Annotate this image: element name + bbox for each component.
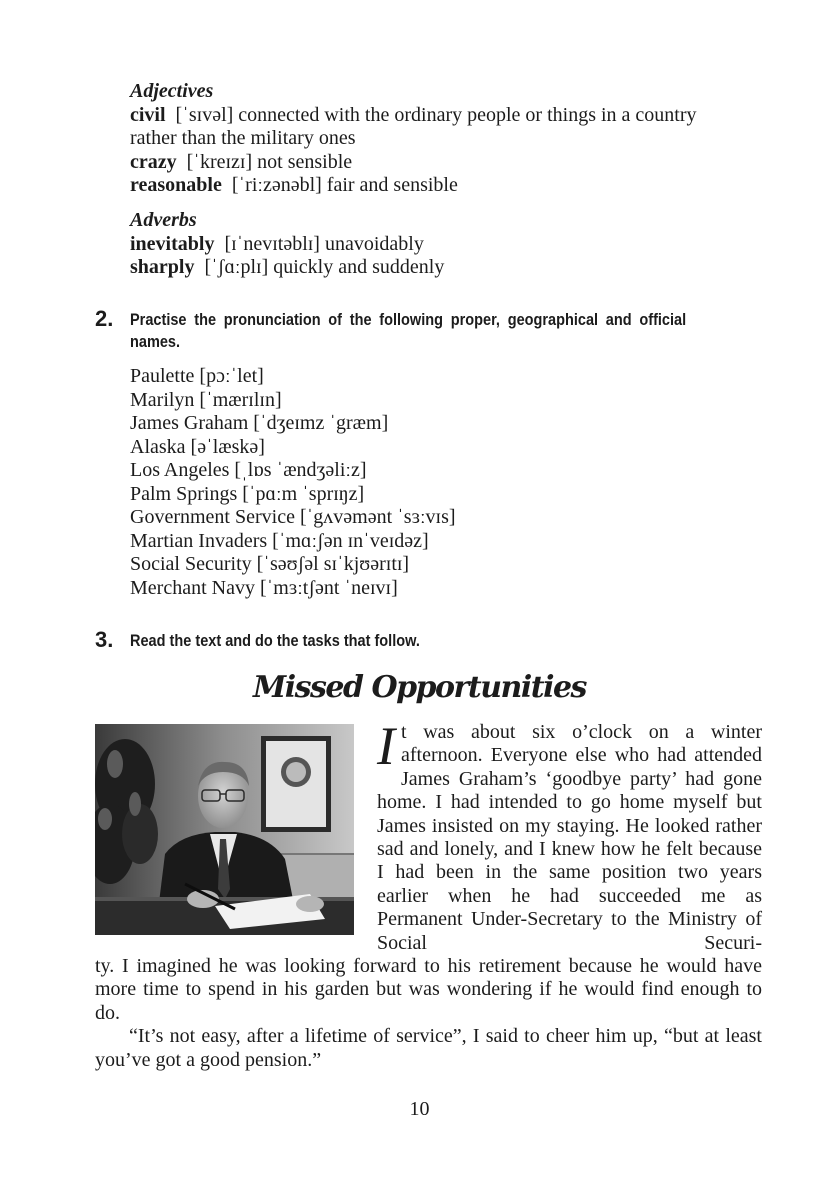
task-instruction: Read the text and do the tasks that follow. (130, 632, 420, 650)
vocab-entry (130, 233, 762, 257)
adjectives-heading: Adjectives (130, 80, 214, 102)
vocab-word: civil (130, 103, 166, 126)
list-item: Merchant Navy [ˈmɜːtʃənt ˈneɪvɪ] (130, 576, 398, 599)
task-number: 3. (95, 627, 114, 652)
adjectives-section (130, 80, 762, 198)
photo-man-at-desk (95, 724, 354, 935)
story-paragraph-2: “It’s not easy, after a lifetime of service”, I said to cheer him up, “but at least you’ve got a good pension.” (95, 1025, 762, 1071)
vocab-entry (130, 174, 762, 198)
vocab-definition: [ˈʃɑːplɪ] quickly and suddenly (204, 256, 445, 278)
task-instruction: Practise the pronunciation of the following proper, geographical and official names. (130, 311, 687, 351)
story-text: t was about six o’clock on a winter afternoon. Everyone else who had attended James Graham’s ‘goodbye party’ had gone home. I had intended to go home myself but James insisted on my staying. He looked rather sad and lonely, and I knew how he felt because I had been in the same position two years earlier when he had succeeded me as Permanent Under-Secretary to the Ministry of Social Securi- (377, 721, 762, 954)
list-item: Social Security [ˈsəʊʃəl sɪˈkjʊərɪtɪ] (130, 553, 410, 575)
list-item: Marilyn [ˈmærɪlɪn] (130, 388, 282, 411)
vocab-entry (130, 151, 762, 175)
drop-cap: I (377, 716, 395, 776)
vocab-word: reasonable (130, 174, 222, 196)
list-item: Government Service [ˈgʌvəmənt ˈsɜːvɪs] (130, 506, 456, 528)
vocab-word: crazy (130, 150, 177, 173)
pronunciation-list (130, 365, 762, 600)
task-number: 2. (95, 306, 114, 331)
vocab-entry (130, 256, 762, 280)
story-body (95, 955, 762, 1072)
vocab-definition: [ˈkreɪzɪ] not sensible (186, 150, 353, 173)
story-title: Missed Opportunities (253, 670, 586, 705)
vocab-definition: [ˈsɪvəl] connected with the ordinary people or things in a country (175, 103, 697, 126)
list-item: Los Angeles [ˌlɒs ˈændʒəliːz] (130, 459, 367, 481)
task-3 (95, 627, 762, 653)
list-item: Paulette [pɔːˈlet] (130, 365, 264, 387)
vocab-definition-continued: rather than the military ones (130, 127, 356, 149)
task-2 (95, 306, 762, 356)
list-item: Palm Springs [ˈpɑːm ˈsprɪŋz] (130, 482, 365, 505)
list-item: Alaska [əˈlæskə] (130, 435, 265, 458)
adverbs-heading: Adverbs (130, 209, 197, 231)
story-paragraph-1-bottom: ty. I imagined he was looking forward to his retirement because he would have more time to spend in his garden but was wondering if he would find enough to do. (95, 955, 762, 1024)
vocab-entry (130, 104, 762, 128)
adverbs-section (130, 209, 762, 280)
list-item: James Graham [ˈdʒeɪmz ˈgræm] (130, 412, 389, 434)
vocab-definition: [ɪˈnevɪtəblɪ] unavoidably (224, 232, 424, 255)
vocab-word: sharply (130, 256, 195, 278)
vocab-definition: [ˈriːzənəbl] fair and sensible (231, 174, 458, 196)
page-number: 10 (409, 1098, 430, 1120)
list-item: Martian Invaders [ˈmɑːʃən ɪnˈveɪdəz] (130, 529, 429, 552)
vocab-word: inevitably (130, 232, 215, 255)
story-paragraph-1-top (377, 716, 762, 955)
